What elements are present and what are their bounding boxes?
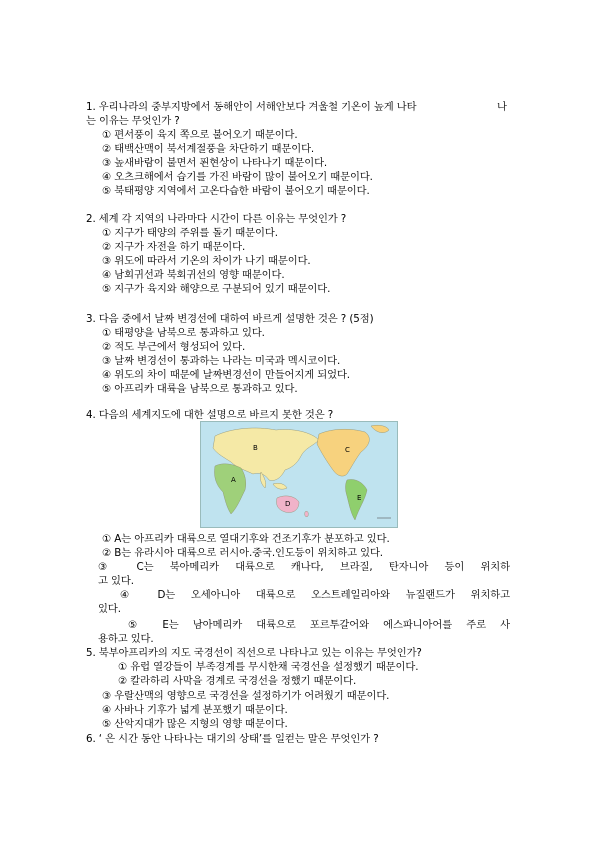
- map-label-b: B: [253, 444, 258, 452]
- q1-option-5[interactable]: ⑤ 북태평양 지역에서 고온다습한 바람이 불어오기 때문이다.: [102, 185, 370, 197]
- q3-option-1[interactable]: ① 태평양을 남북으로 통과하고 있다.: [102, 327, 265, 339]
- q4-option-2[interactable]: ② B는 유라시아 대륙으로 러시아.중국.인도등이 위치하고 있다.: [102, 547, 383, 559]
- q1-stem-line1: 1. 우리나라의 중부지방에서 동해안이 서해안보다 겨울철 기온이 높게 나타: [86, 101, 417, 113]
- q3-option-5[interactable]: ⑤ 아프리카 대륙을 남북으로 통과하고 있다.: [102, 383, 298, 395]
- world-map-svg: [201, 422, 397, 527]
- q2-option-2[interactable]: ② 지구가 자전을 하기 때문이다.: [102, 241, 246, 253]
- q1-option-2[interactable]: ② 태백산맥이 북서계절풍을 차단하기 때문이다.: [102, 143, 315, 155]
- q3-option-2[interactable]: ② 적도 부근에서 형성되어 있다.: [102, 341, 246, 353]
- q1-option-4[interactable]: ④ 오츠크해에서 습기를 가진 바람이 많이 불어오기 때문이다.: [102, 171, 373, 183]
- q4-option-4[interactable]: ④ D는 오세아니아 대륙으로 오스트레일리아와 뉴질랜드가 위치하고: [120, 589, 510, 601]
- q1-option-1[interactable]: ① 편서풍이 육지 쪽으로 불어오기 때문이다.: [102, 129, 298, 141]
- q4-option-1[interactable]: ① A는 아프리카 대륙으로 열대기후와 건조기후가 분포하고 있다.: [102, 533, 390, 545]
- q5-option-2[interactable]: ② 칼라하리 사막을 경계로 국경선을 정했기 때문이다.: [118, 675, 357, 687]
- q3-option-4[interactable]: ④ 위도의 차이 때문에 날짜변경선이 만들어지게 되었다.: [102, 369, 350, 381]
- q4-option-4-cont: 있다.: [98, 603, 121, 615]
- map-label-a: A: [231, 476, 236, 484]
- q4-option-3-cont: 고 있다.: [98, 575, 134, 587]
- q2-stem: 2. 세계 각 지역의 나라마다 시간이 다른 이유는 무엇인가 ?: [86, 213, 347, 225]
- q5-option-4[interactable]: ④ 사바나 기후가 넓게 분포했기 때문이다.: [102, 704, 288, 716]
- q4-option-5[interactable]: ⑤ E는 남아메리카 대륙으로 포르투갈어와 에스파니아어를 주로 사: [128, 619, 510, 631]
- q4-option-3[interactable]: ③ C는 북아메리카 대륙으로 캐나다, 브라질, 탄자니아 등이 위치하: [98, 561, 510, 573]
- q5-option-1[interactable]: ① 유럽 열강들이 부족경계를 무시한채 국경선을 설정했기 때문이다.: [118, 661, 419, 673]
- q1-stem-tail: 나: [497, 101, 507, 113]
- q5-stem: 5. 북부아프리카의 지도 국경선이 직선으로 나타나고 있는 이유는 무엇인가?: [86, 647, 422, 659]
- q2-option-4[interactable]: ④ 남회귀선과 북회귀선의 영향 때문이다.: [102, 269, 285, 281]
- map-label-c: C: [345, 446, 350, 454]
- q5-option-5[interactable]: ⑤ 산악지대가 많은 지형의 영향 때문이다.: [102, 718, 288, 730]
- world-map-figure: [200, 421, 398, 528]
- q6-stem: 6. ‘ 은 시간 동안 나타나는 대기의 상태’를 일컫는 말은 무엇인가 ?: [86, 733, 379, 745]
- q3-stem: 3. 다음 중에서 날짜 변경선에 대하여 바르게 설명한 것은 ? (5점): [86, 313, 374, 325]
- q4-stem: 4. 다음의 세계지도에 대한 설명으로 바르지 못한 것은 ?: [86, 409, 334, 421]
- q3-option-3[interactable]: ③ 날짜 변경선이 통과하는 나라는 미국과 멕시코이다.: [102, 355, 341, 367]
- q1-option-3[interactable]: ③ 높새바람이 불면서 푄현상이 나타나기 때문이다.: [102, 157, 328, 169]
- q5-option-3[interactable]: ③ 우랄산맥의 영향으로 국경선을 설정하기가 어려웠기 때문이다.: [102, 690, 390, 702]
- q2-option-1[interactable]: ① 지구가 태양의 주위를 돌기 때문이다.: [102, 227, 278, 239]
- q2-option-5[interactable]: ⑤ 지구가 육지와 해양으로 구분되어 있기 때문이다.: [102, 283, 331, 295]
- map-new-zealand-shape: [305, 511, 309, 517]
- map-label-e: E: [357, 494, 362, 502]
- q1-stem-line2: 는 이유는 무엇인가 ?: [86, 115, 180, 127]
- q4-option-5-cont: 용하고 있다.: [98, 633, 154, 645]
- map-label-d: D: [285, 500, 291, 508]
- q2-option-3[interactable]: ③ 위도에 따라서 기온의 차이가 나기 때문이다.: [102, 255, 311, 267]
